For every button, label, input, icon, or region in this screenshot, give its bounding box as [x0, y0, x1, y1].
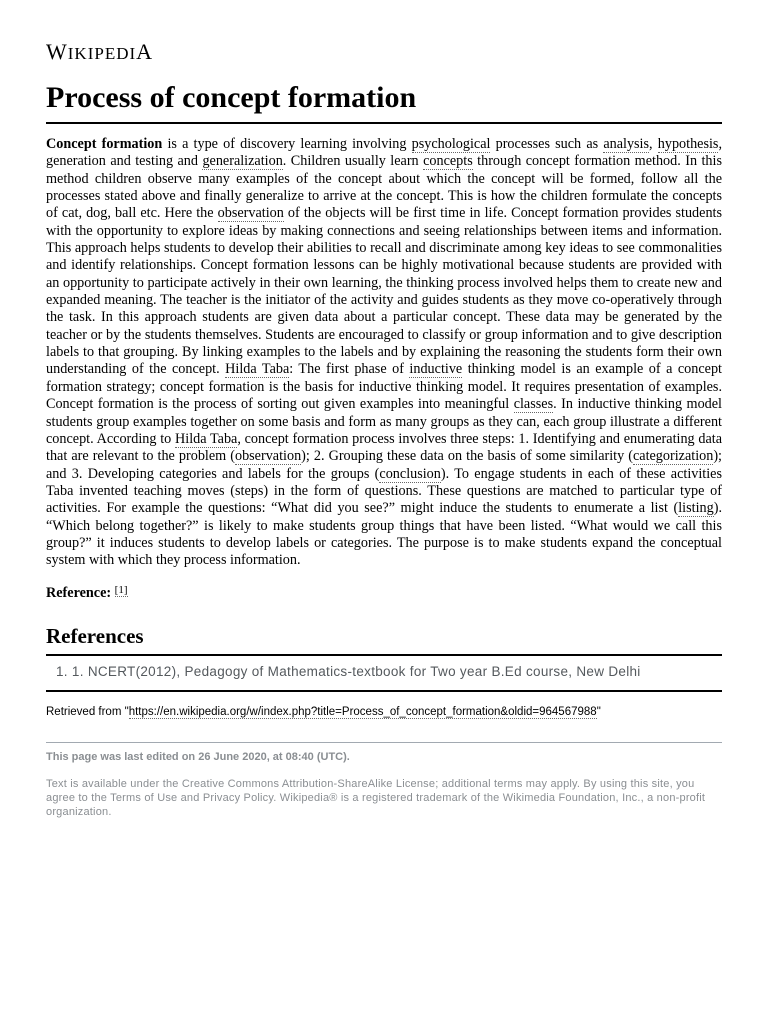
link-analysis[interactable]: analysis — [603, 136, 650, 152]
link-inductive[interactable]: inductive — [409, 361, 463, 378]
citation-superscript — [115, 584, 128, 597]
link-classes[interactable]: classes — [513, 396, 554, 413]
text-span: ). To engage students in each of these activities Taba invented teaching moves (steps) in the form of questions. These questions are matched to particular type of activities. For example the questions: “What did you see?” might induce the students to enumerate a list ( — [46, 465, 723, 517]
wordmark-initial: W — [46, 39, 68, 64]
retrieved-suffix: " — [596, 705, 601, 718]
footer-divider — [46, 742, 722, 743]
reference-line — [46, 584, 722, 602]
page — [46, 38, 722, 819]
link-observation[interactable]: observation — [234, 448, 302, 465]
license-notice: Text is available under the Creative Commons Attribution-ShareAlike License; additional terms may apply. By using this site, you agree to the Terms of Use and Privacy Policy. Wikipedia® is a registered trademark of the Wikimedia Foundation, Inc., a non-profit organization. — [46, 777, 706, 818]
text-span: ); and 3. Developing categories and labels for the groups ( — [46, 448, 722, 482]
link-categorization[interactable]: categorization — [632, 448, 714, 465]
text-span: . Children usually learn — [282, 153, 424, 170]
link-hypothesis[interactable]: hypothesis — [657, 136, 719, 152]
text-span: processes such as — [490, 136, 604, 152]
link-generalization[interactable]: generalization — [202, 153, 283, 170]
article-paragraph — [46, 136, 722, 570]
text-span: of the objects will be first time in life. Concept formation provides students with the opportunity to explore ideas by making connections and seeing relationships between items and information. This approach helps students to develop their abilities to recall and discriminate among key ideas to see commonalities and identify relationships. Concept formation lessons can be highly motivational because students are provided with an opportunity to participate actively in their own learning, the thinking process involved helps them to create new and expanded meaning. The teacher is the initiator of the activity and guides students as they move co-operatively through the task. In this approach students are given data about a particular concept. These data may be generated by the teacher or by the students themselves. Students are encouraged to classify or group information and to give description labels to that grouping. By linking examples to the labels and by explaining the reasoning the students form their own understanding of the concept. — [46, 205, 722, 378]
references-list — [46, 656, 722, 692]
wikipedia-wordmark[interactable] — [46, 38, 722, 66]
text-span: is a type of discovery learning involving — [162, 136, 412, 152]
text-span: through concept formation method. In this method children observe many examples of the concept about which the concept will be formed, follow all the processes stated above and finally generalize to arrive at the concept. This is how the children formulate the concepts of cat, dog, ball etc. Here the — [46, 153, 722, 222]
link-psychological[interactable]: psychological — [411, 136, 491, 152]
page-title: Process of concept formation — [46, 80, 722, 124]
text-span: , generation and testing and — [46, 136, 722, 170]
text-span: ). “Which belong together?” is likely to make students group things that have been listed. “What would we call this group?” it induces students to develop labels or categories. The purpose is to make students expand the conceptual system with which they process information. — [46, 500, 722, 569]
reference-label: Reference: — [46, 584, 112, 601]
text-span: ); 2. Grouping these data on the basis of some similarity ( — [301, 448, 633, 465]
retrieved-prefix: Retrieved from " — [46, 705, 129, 718]
article-body — [46, 136, 722, 570]
link-hilda-taba[interactable]: Hilda Taba — [175, 430, 238, 447]
last-edited-notice: This page was last edited on 26 June 2020, at 08:40 (UTC). — [46, 750, 350, 763]
permanent-link[interactable]: https://en.wikipedia.org/w/index.php?title=Process_of_concept_formation&oldid=964567988 — [128, 705, 597, 718]
references-heading: References — [46, 622, 722, 656]
bold-term: Concept formation — [46, 136, 163, 152]
link-observation[interactable]: observation — [217, 205, 284, 222]
text-span: , concept formation process involves three steps: 1. Identifying and enumerating data that are relevant to the problem ( — [46, 430, 723, 465]
link-concepts[interactable]: concepts — [423, 153, 473, 170]
wordmark-middle: IKIPEDI — [67, 44, 137, 63]
link-listing[interactable]: listing — [678, 500, 714, 517]
reference-item: 1. 1. NCERT(2012), Pedagogy of Mathematics-textbook for Two year B.Ed course, New Delhi — [56, 663, 641, 679]
text-span: thinking model is an example of a concept formation strategy; concept formation is the basis for inductive thinking model. It requires presentation of examples. Concept formation is the process of sorting out given examples into meaningful — [46, 361, 722, 413]
retrieved-from — [46, 706, 722, 718]
link-hilda-taba[interactable]: Hilda Taba — [225, 361, 290, 378]
text-span: : The first phase of — [289, 361, 410, 378]
wordmark-final: A — [136, 39, 154, 64]
text-span: , — [649, 136, 658, 152]
text-span: . In inductive thinking model students group examples together on some basis and form as many groups as they can, each group illustrate a different concept. According to — [46, 396, 722, 447]
citation-link[interactable]: [1] — [114, 583, 128, 596]
link-conclusion[interactable]: conclusion — [379, 465, 441, 482]
